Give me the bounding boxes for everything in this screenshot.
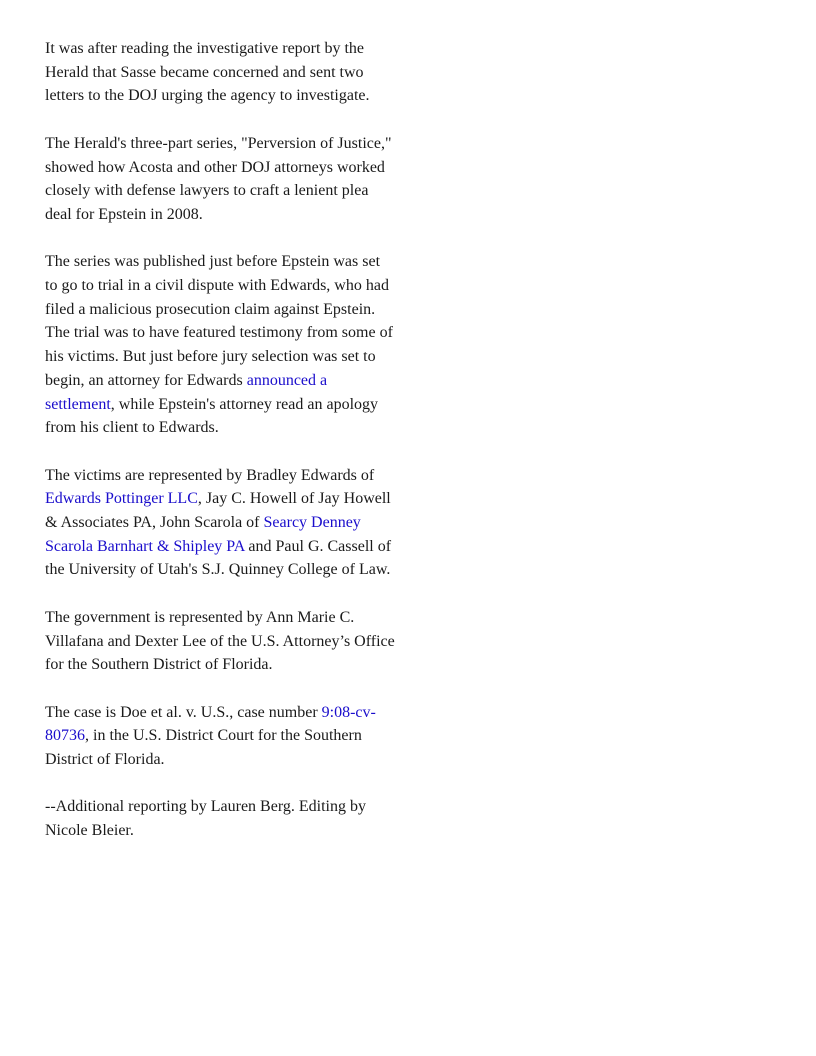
paragraph-herald-series <box>45 132 395 227</box>
paragraph-case-info <box>45 701 395 772</box>
paragraph-text: --Additional reporting by Lauren Berg. Editing by Nicole Bleier. <box>45 798 366 840</box>
paragraph-sasse-letters <box>45 37 395 108</box>
paragraph-text: The government is represented by Ann Marie C. Villafana and Dexter Lee of the U.S. Attorney’s Office for the Southern District of Florida. <box>45 608 395 674</box>
paragraph-victims-counsel <box>45 464 395 583</box>
paragraph-text: and Paul G. Cassell of the University of Utah's S.J. Quinney College of Law. <box>45 537 392 579</box>
searcy-denney-link[interactable]: Searcy Denney Scarola Barnhart & Shipley PA <box>45 514 361 555</box>
article-body <box>45 37 395 867</box>
paragraph-text: The case is Doe et al. v. U.S., case number <box>45 703 322 721</box>
paragraph-text: It was after reading the investigative report by the Herald that Sasse became concerned and sent two letters to the DOJ urging the agency to investigate. <box>45 40 370 105</box>
paragraph-text: The series was published just before Epstein was set to go to trial in a civil dispute with Edwards, who had filed a malicious prosecution claim against Epstein. The trial was to have featured testimony from some of his victims. But just before jury selection was set to begin, an attorney for Edwards <box>45 253 393 389</box>
paragraph-government-counsel <box>45 606 395 677</box>
case-number-link[interactable]: 9:08-cv-80736 <box>45 703 376 745</box>
paragraph-civil-dispute <box>45 250 395 440</box>
edwards-pottinger-link[interactable]: Edwards Pottinger LLC <box>45 490 198 508</box>
paragraph-text: The victims are represented by Bradley Edwards of <box>45 466 375 484</box>
paragraph-text: , in the U.S. District Court for the Southern District of Florida. <box>45 727 362 769</box>
settlement-link[interactable]: announced a settlement <box>45 371 328 413</box>
paragraph-credits <box>45 795 395 842</box>
paragraph-text: The Herald's three-part series, "Perversion of Justice," showed how Acosta and other DOJ attorneys worked closely with defense lawyers to craft a lenient plea deal for Epstein in 2008. <box>45 134 392 223</box>
paragraph-text: , while Epstein's attorney read an apology from his client to Edwards. <box>45 395 379 437</box>
paragraph-text: , Jay C. Howell of Jay Howell & Associates PA, John Scarola of <box>45 490 391 532</box>
